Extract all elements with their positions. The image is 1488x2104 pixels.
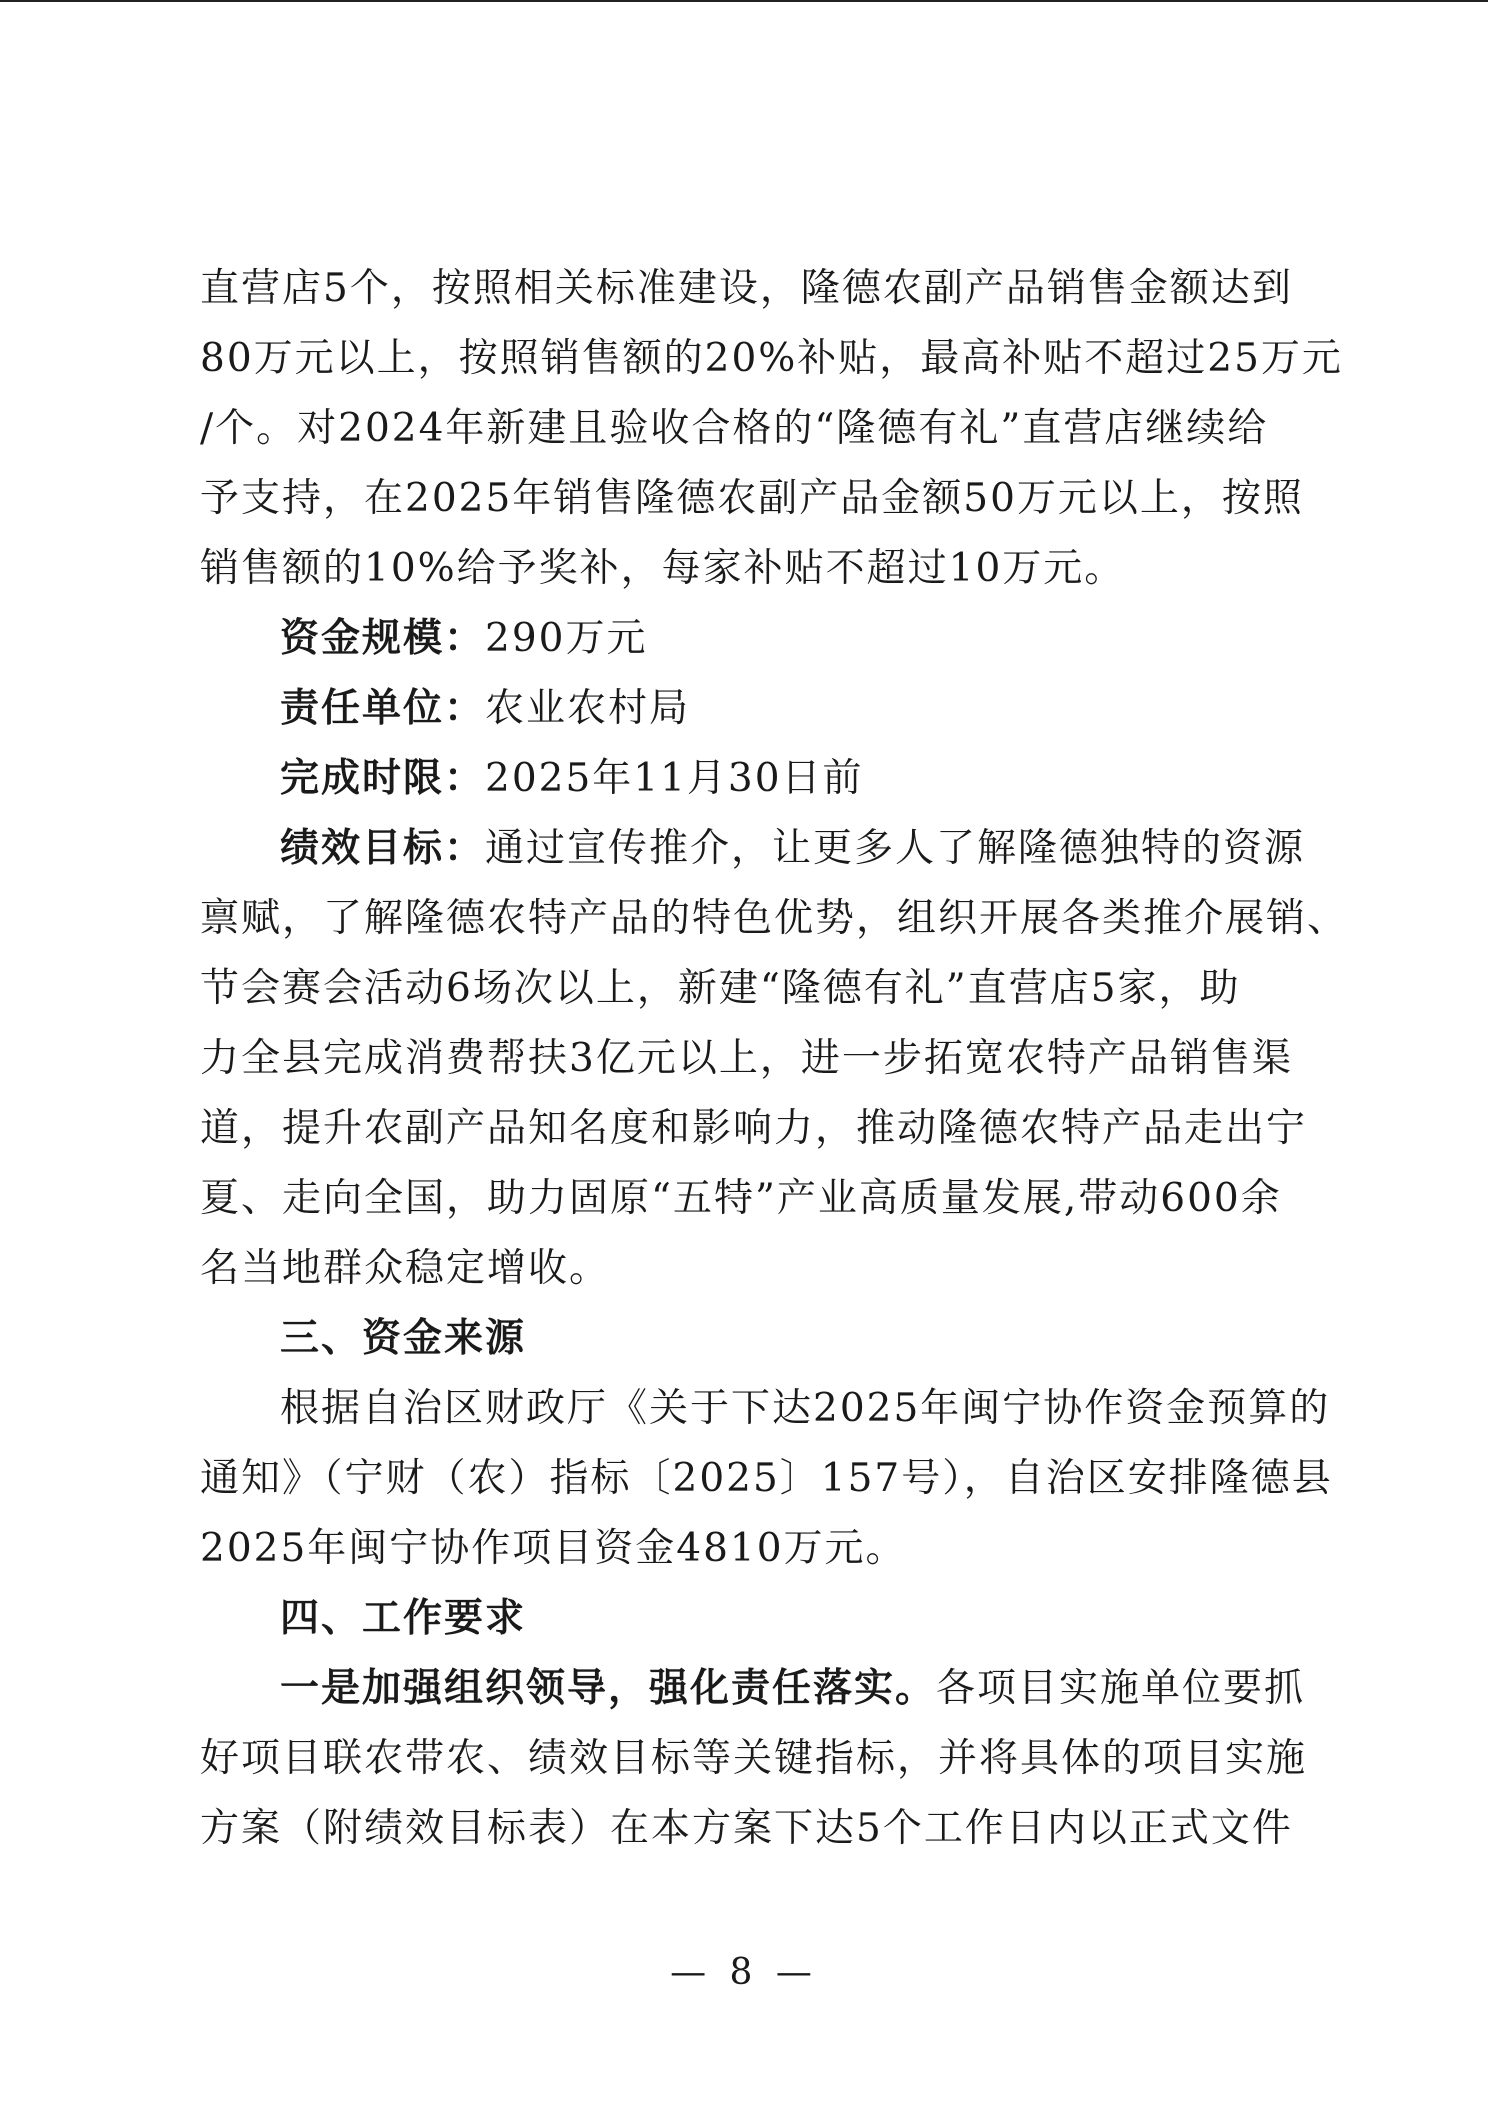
performance-goal-first-line: 通过宣传推介，让更多人了解隆德独特的资源 — [485, 826, 1306, 871]
paragraph-line: 道，提升农副产品知名度和影响力，推动隆德农特产品走出宁 — [200, 1106, 1308, 1151]
funding-scale — [200, 604, 1290, 674]
paragraph-line: 禀赋，了解隆德农特产品的特色优势，组织开展各类推介展销、 — [200, 896, 1349, 941]
paragraph-line: 通知》（宁财（农）指标〔2025〕157号），自治区安排隆德县 — [200, 1456, 1333, 1501]
section-heading-funding-source: 三、资金来源 — [280, 1316, 527, 1361]
responsible-unit-label: 责任单位： — [280, 686, 486, 731]
paragraph-line: 力全县完成消费帮扶3亿元以上，进一步拓宽农特产品销售渠 — [200, 1036, 1293, 1081]
responsible-unit-value: 农业农村局 — [485, 686, 691, 731]
responsible-unit — [200, 674, 1290, 744]
completion-deadline-value: 2025年11月30日前 — [485, 756, 864, 801]
paragraph-line: 直营店5个，按照相关标准建设，隆德农副产品销售金额达到 — [200, 266, 1293, 311]
performance-goal — [200, 814, 1306, 884]
paragraph-line: 80万元以上，按照销售额的20%补贴，最高补贴不超过25万元 — [200, 336, 1343, 381]
body-text — [200, 254, 1349, 1864]
funding-scale-label: 资金规模： — [280, 616, 486, 661]
paragraph-line: 节会赛会活动6场次以上，新建“隆德有礼”直营店5家，助 — [200, 966, 1241, 1011]
completion-deadline — [200, 744, 1290, 814]
top-border — [0, 0, 1488, 2]
paragraph-line: 方案（附绩效目标表）在本方案下达5个工作日内以正式文件 — [200, 1806, 1293, 1851]
requirement-item-1-text: 各项目实施单位要抓 — [936, 1666, 1306, 1711]
paragraph-line: 夏、走向全国，助力固原“五特”产业高质量发展,带动600余 — [200, 1176, 1282, 1221]
paragraph-line: 名当地群众稳定增收。 — [200, 1246, 611, 1291]
completion-deadline-label: 完成时限： — [280, 756, 486, 801]
requirement-item-1 — [200, 1654, 1306, 1724]
section-heading-work-requirements: 四、工作要求 — [280, 1596, 527, 1641]
paragraph-line: /个。对2024年新建且验收合格的“隆德有礼”直营店继续给 — [200, 406, 1269, 451]
requirement-item-1-title: 一是加强组织领导，强化责任落实。 — [280, 1666, 937, 1711]
paragraph-line: 2025年闽宁协作项目资金4810万元。 — [200, 1526, 907, 1571]
funding-scale-value: 290万元 — [485, 616, 648, 661]
paragraph-line: 根据自治区财政厅《关于下达2025年闽宁协作资金预算的 — [280, 1386, 1331, 1431]
paragraph-line: 好项目联农带农、绩效目标等关键指标，并将具体的项目实施 — [200, 1736, 1308, 1781]
performance-goal-label: 绩效目标： — [280, 826, 486, 871]
paragraph-line: 销售额的10%给予奖补，每家补贴不超过10万元。 — [200, 546, 1126, 591]
paragraph-line: 予支持，在2025年销售隆德农副产品金额50万元以上，按照 — [200, 476, 1304, 521]
page-number: — 8 — — [670, 1952, 818, 1993]
